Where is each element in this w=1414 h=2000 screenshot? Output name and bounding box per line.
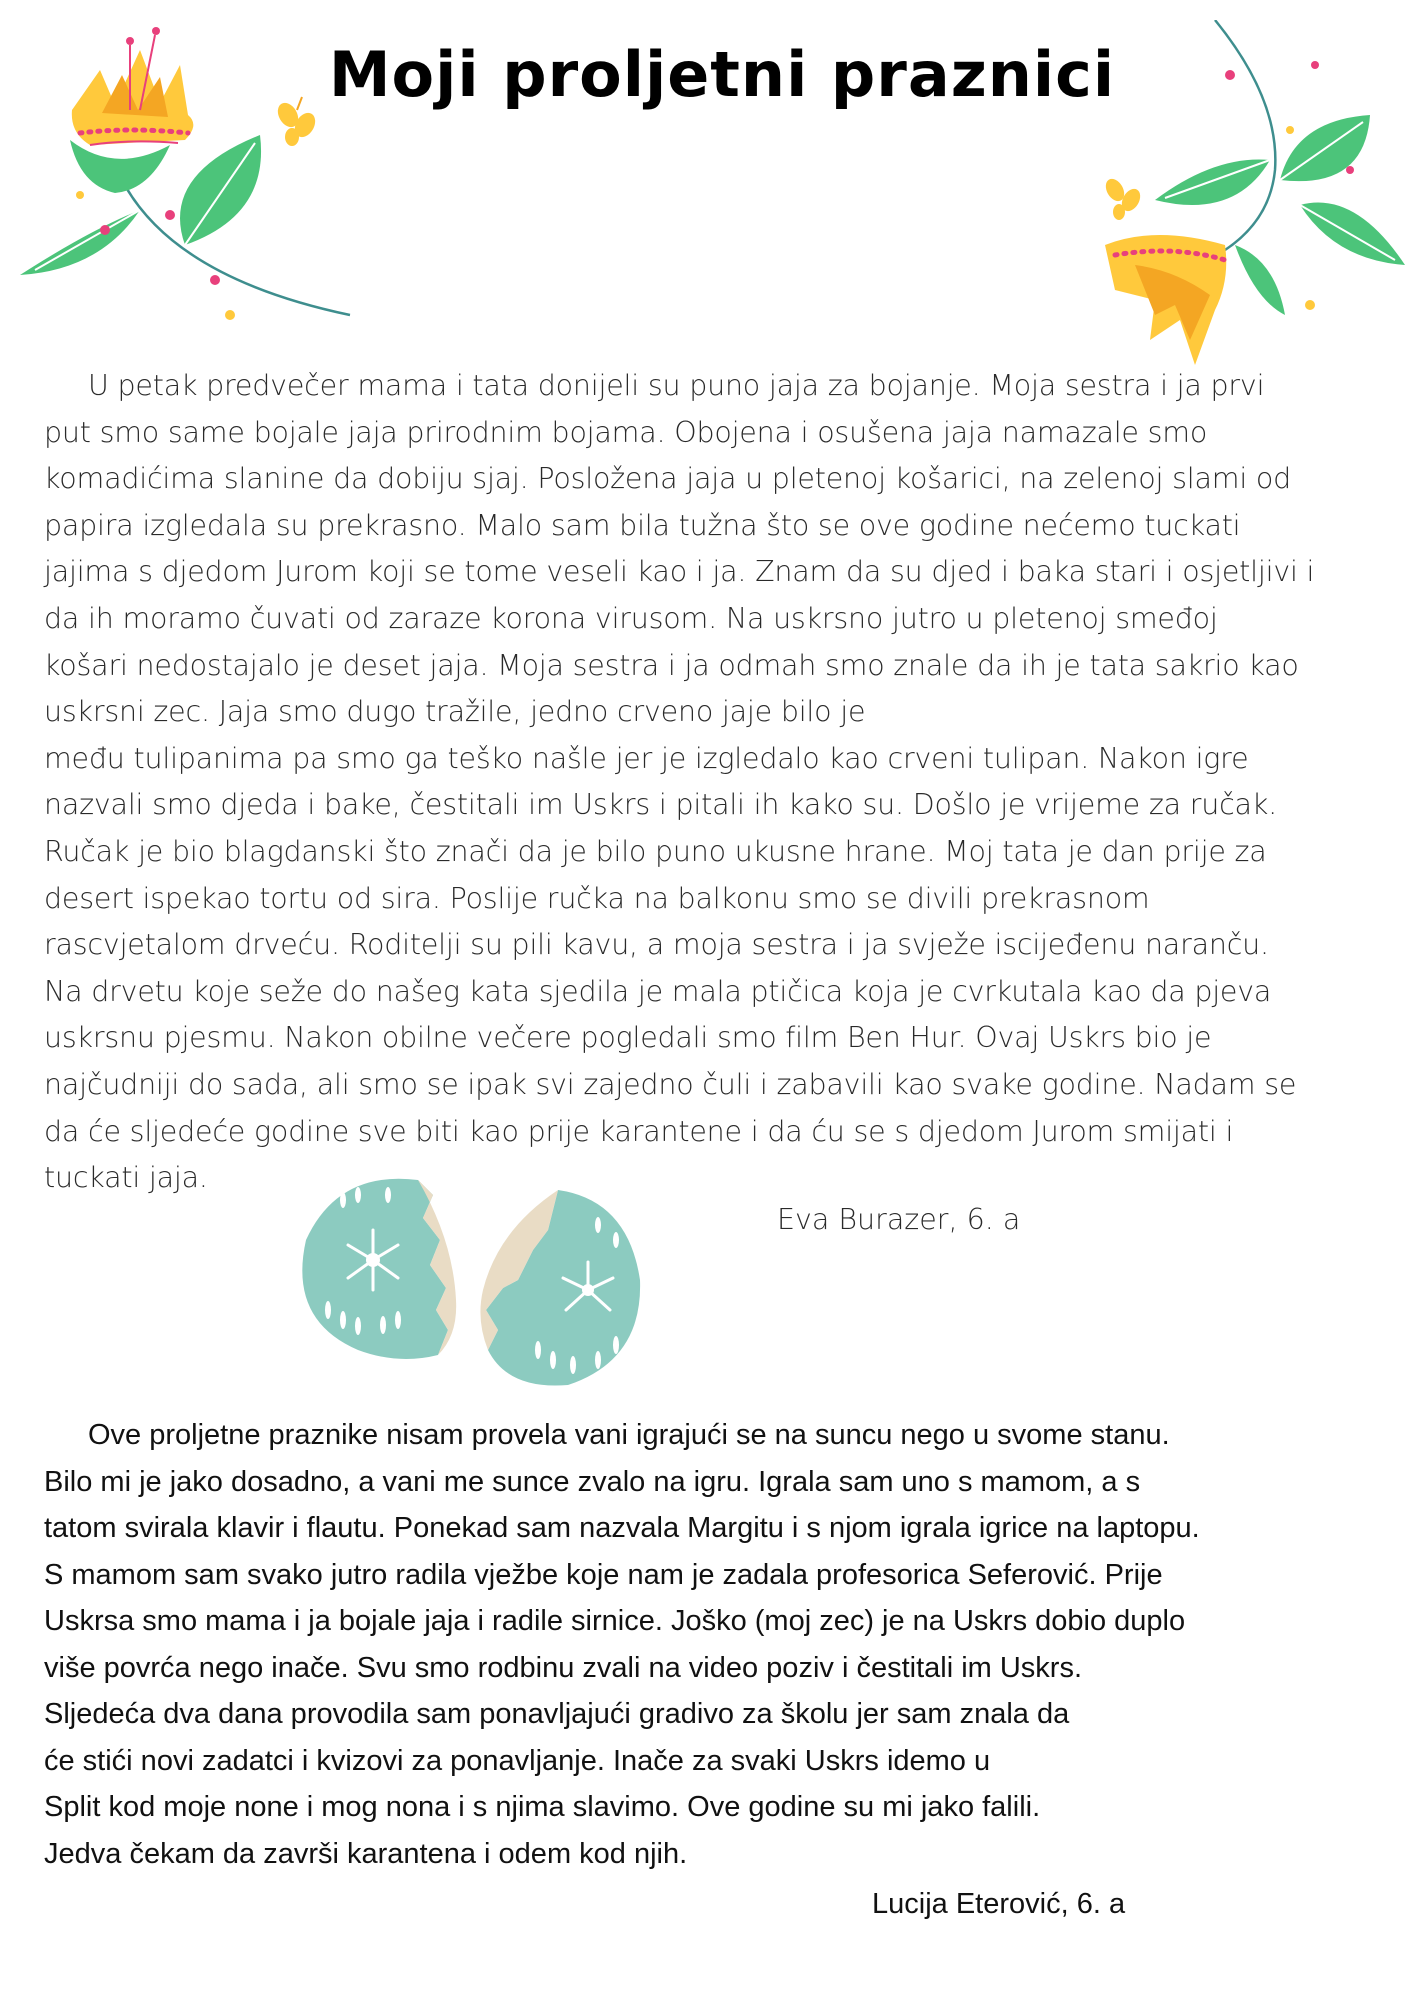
essay-2-line: više povrća nego inače. Svu smo rodbinu zvali na video poziv i čestitali im Uskrs. (44, 1651, 1083, 1684)
essay-2-line: Sljedeća dva dana provodila sam ponavljajući gradivo za školu jer sam znala da (44, 1698, 1070, 1730)
essay-1-line: jajima s djedom Jurom koji se tome veseli kao i ja. Znam da su djed i baka stari i osjetljivi i (44, 555, 1315, 589)
essay-1-line: put smo same bojale jaja prirodnim bojama. Obojena i osušena jaja namazale smo (44, 415, 1208, 449)
essay-2-line: Split kod moje none i mog nona i s njima slavimo. Ove godine su mi jako falili. (44, 1791, 1041, 1823)
essay-2-line: Uskrsa smo mama i ja bojale jaja i radile sirnice. Joško (moj zec) je na Uskrs dobio duplo (44, 1605, 1186, 1637)
essay-1 (44, 363, 1384, 1202)
essay-1-line: U petak predvečer mama i tata donijeli su puno jaja za bojanje. Moja sestra i ja prvi (88, 369, 1265, 402)
essay-1-line: najčudniji do sada, ali smo se ipak svi zajedno čuli i zabavili kao svake godine. Nadam se (44, 1067, 1297, 1101)
essay-1-line: tuckati jaja. (44, 1161, 208, 1195)
essay-2-line: će stići novi zadatci i kvizovi za ponavljanje. Inače za svaki Uskrs idemo u (44, 1744, 991, 1777)
essay-2-line: Bilo mi je jako dosadno, a vani me sunce zvalo na igru. Igrala sam uno s mamom, a s (44, 1465, 1141, 1498)
essay-2-line: Ove proljetne praznike nisam provela vani igrajući se na suncu nego u svome stanu. (88, 1419, 1170, 1451)
essay-2-author: Lucija Eterović, 6. a (872, 1888, 1126, 1920)
flower-icon (1095, 20, 1414, 370)
essay-1-line: Na drvetu koje seže do našeg kata sjedila je mala ptičica koja je cvrkutala kao da pjeva (44, 974, 1272, 1008)
essay-1-line: među tulipanima pa smo ga teško našle jer je izgledalo kao crveni tulipan. Nakon igre (44, 741, 1249, 775)
essay-2-line: Jedva čekam da završi karantena i odem kod njih. (44, 1837, 688, 1870)
essay-1-author: Eva Burazer, 6. a (777, 1203, 1021, 1236)
flower-icon (10, 15, 370, 325)
essay-1-line: desert ispekao tortu od sira. Poslije ručka na balkonu smo se divili prekrasnom (44, 881, 1150, 915)
essay-1-line: da ih moramo čuvati od zaraze korona virusom. Na uskrsno jutro u pletenoj smeđoj (44, 601, 1218, 635)
essay-1-line: da će sljedeće godine sve biti kao prije karantene i da ću se s djedom Jurom smijati i (44, 1114, 1234, 1148)
essay-1-line: papira izgledala su prekrasno. Malo sam bila tužna što se ove godine nećemo tuckati (44, 508, 1241, 542)
essay-1-line: košari nedostajalo je deset jaja. Moja sestra i ja odmah smo znale da ih je tata sakrio kao (44, 648, 1299, 682)
essay-1-line: nazvali smo djeda i bake, čestitali im Uskrs i pitali ih kako su. Došlo je vrijeme za ručak. (44, 788, 1277, 822)
essay-2 (44, 1412, 1384, 1877)
essay-1-line: Ručak je bio blagdanski što znači da je bilo puno ukusne hrane. Moj tata je dan prije za (44, 834, 1267, 868)
essay-1-line: rascvjetalom drveću. Roditelji su pili kavu, a moja sestra i ja svježe iscijeđenu naranču. (44, 928, 1269, 962)
cracked-easter-egg-icon (298, 1170, 648, 1390)
essay-2-line: S mamom sam svako jutro radila vježbe koje nam je zadala profesorica Seferović. Prije (44, 1558, 1163, 1591)
essay-1-line: uskrsnu pjesmu. Nakon obilne večere pogledali smo film Ben Hur. Ovaj Uskrs bio je (44, 1021, 1212, 1055)
butterfly-icon (274, 97, 320, 146)
essay-2-line: tatom svirala klavir i flautu. Ponekad sam nazvala Margitu i s njom igrala igrice na laptopu. (44, 1512, 1200, 1544)
essay-1-line: komadićima slanine da dobiju sjaj. Posložena jaja u pletenoj košarici, na zelenoj slami od (44, 462, 1292, 496)
butterfly-icon (1102, 176, 1144, 220)
essay-1-line: uskrsni zec. Jaja smo dugo tražile, jedno crveno jaje bilo je (44, 695, 866, 729)
page-title: Moji proljetni praznici (328, 38, 1116, 111)
